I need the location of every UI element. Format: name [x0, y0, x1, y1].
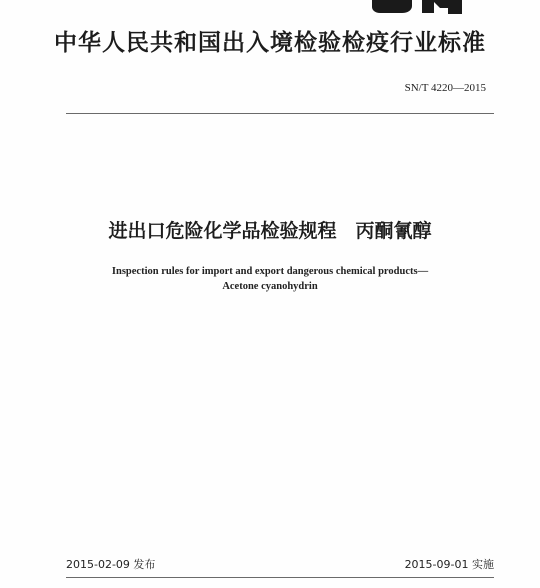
footer-divider: [66, 577, 494, 578]
english-document-title: [0, 264, 540, 294]
effective-date: 2015-09-01 实施: [404, 558, 494, 571]
english-title-line-1: Inspection rules for import and export dangerous chemical products—: [111, 266, 429, 277]
issue-date: 2015-02-09 发布: [66, 558, 156, 571]
issuing-organization-title: 中华人民共和国出入境检验检疫行业标准: [54, 30, 486, 56]
english-title-line-2: Acetone cyanohydrin: [222, 281, 318, 292]
standard-number: SN/T 4220—2015: [404, 82, 486, 94]
sn-logo-icon: [372, 0, 482, 14]
chinese-document-title: 进出口危险化学品检验规程 丙酮氰醇: [108, 220, 432, 242]
header-divider: [66, 113, 494, 114]
